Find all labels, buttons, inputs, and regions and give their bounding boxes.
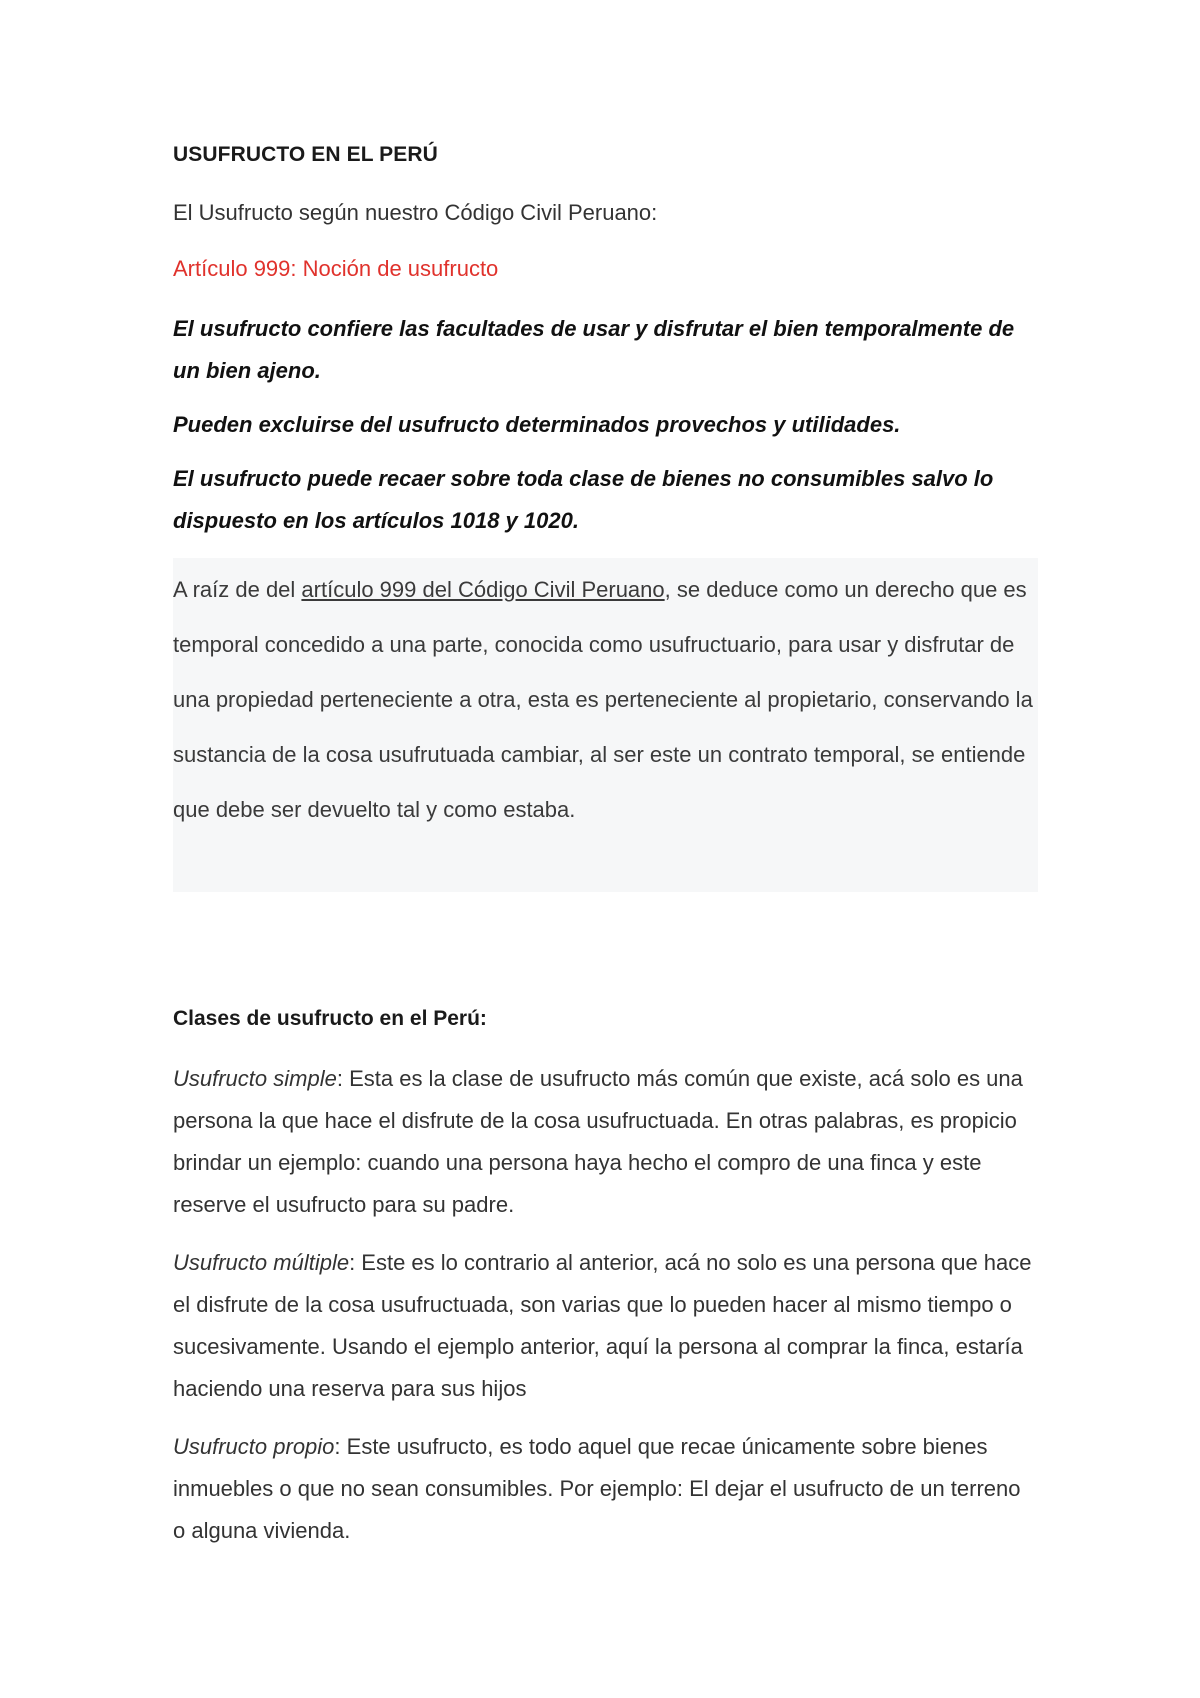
usufruct-class-own — [173, 1426, 1038, 1552]
class-description: : Este es lo contrario al anterior, acá no solo es una persona que hace el disfrute de la cosa usufructuada, son varias que lo pueden hacer al mismo tiempo o sucesivamente. Usando el ejemplo anterior, aquí la persona al comprar la finca, estaría haciendo una reserva para sus hijos — [173, 1250, 1032, 1401]
article-paragraph: El usufructo confiere las facultades de usar y disfrutar el bien temporalmente de un bien ajeno. — [173, 316, 1015, 383]
class-name: Usufructo simple — [173, 1066, 337, 1091]
class-name: Usufructo propio — [173, 1434, 335, 1459]
explanation-text-start: A raíz de del — [173, 577, 302, 602]
article-999-link[interactable]: artículo 999 del Código Civil Peruano — [301, 577, 665, 602]
document-title: USUFRUCTO EN EL PERÚ — [173, 143, 438, 166]
class-name: Usufructo múltiple — [173, 1250, 350, 1275]
intro-text: El Usufructo según nuestro Código Civil Peruano: — [173, 200, 658, 225]
class-description: : Este usufructo, es todo aquel que recae únicamente sobre bienes inmuebles o que no sean consumibles. Por ejemplo: El dejar el usufructo de un terreno o alguna vivienda. — [173, 1434, 1021, 1543]
usufruct-class-simple — [173, 1058, 1038, 1226]
classes-heading: Clases de usufructo en el Perú: — [173, 1007, 487, 1030]
article-paragraph: El usufructo puede recaer sobre toda clase de bienes no consumibles salvo lo dispuesto en los artículos 1018 y 1020. — [173, 466, 994, 533]
explanation-block — [173, 558, 1038, 892]
article-paragraph: Pueden excluirse del usufructo determinados provechos y utilidades. — [173, 412, 901, 437]
usufruct-class-multiple — [173, 1242, 1038, 1410]
document-page — [173, 140, 1038, 1568]
class-description: : Esta es la clase de usufructo más común que existe, acá solo es una persona la que hace el disfrute de la cosa usufructuada. En otras palabras, es propicio brindar un ejemplo: cuando una persona haya hecho el compro de una finca y este reserve el usufructo para su padre. — [173, 1066, 1023, 1217]
article-title: Artículo 999: Noción de usufructo — [173, 256, 499, 281]
explanation-text-rest: , se deduce como un derecho que es temporal concedido a una parte, conocida como usufructuario, para usar y disfrutar de una propiedad perteneciente a otra, esta es perteneciente al propietario, conservando la sustancia de la cosa usufrutuada cambiar, al ser este un contrato temporal, se entiende que debe ser devuelto tal y como estaba. — [173, 577, 1033, 822]
